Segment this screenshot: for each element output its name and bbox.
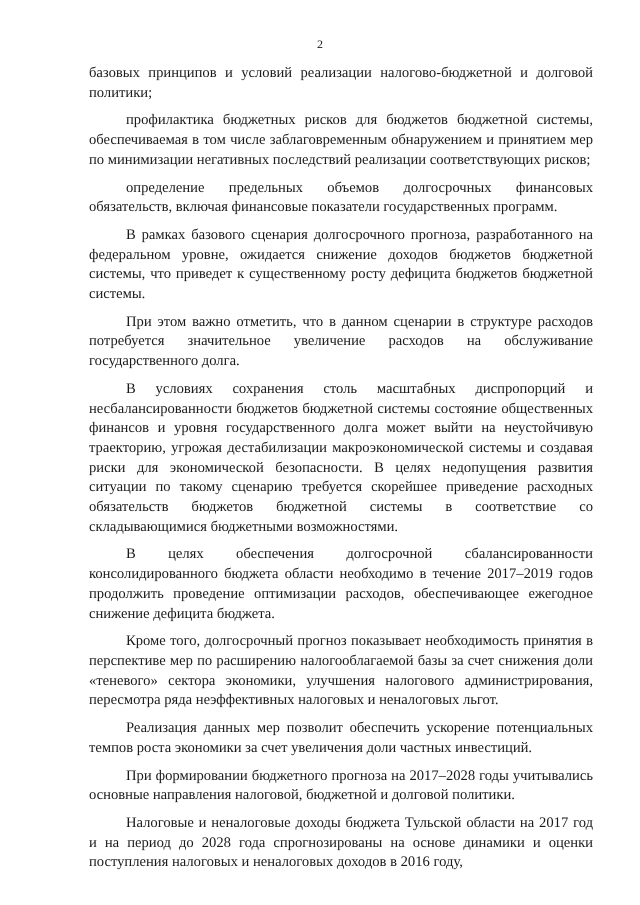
paragraph: При формировании бюджетного прогноза на 2017–2028 годы учитывались основные направления налоговой, бюджетной и долговой политики.: [89, 767, 593, 804]
page-number: 2: [317, 37, 323, 51]
paragraph: В рамках базового сценария долгосрочного прогноза, разработанного на федеральном уровне, ожидается снижение доходов бюджетов бюджетной системы, что приведет к существенному росту дефицита бюджетов бюджетной системы.: [89, 226, 593, 303]
paragraph: Реализация данных мер позволит обеспечить ускорение потенциальных темпов роста экономики за счет увеличения доли частных инвестиций.: [89, 720, 593, 756]
paragraph: определение предельных объемов долгосрочных финансовых обязательств, включая финансовые показатели государственных программ.: [89, 179, 593, 216]
paragraph: При этом важно отметить, что в данном сценарии в структуре расходов потребуется значительное увеличение расходов на обслуживание государственного долга.: [89, 313, 593, 370]
paragraph: профилактика бюджетных рисков для бюджетов бюджетной системы, обеспечиваемая в том числе заблаговременным обнаружением и принятием мер по минимизации негативных последствий реализации соответствующих рисков;: [89, 112, 593, 168]
paragraph-continuation: базовых принципов и условий реализации налогово-бюджетной и долговой политики;: [89, 65, 593, 101]
paragraph: Кроме того, долгосрочный прогноз показывает необходимость принятия в перспективе мер по расширению налогооблагаемой базы за счет снижения доли «теневого» сектора экономики, улучшения налогового администрирования, пересмотра ряда неэффективных налоговых и неналоговых льгот.: [89, 633, 593, 709]
document-body: [89, 64, 593, 873]
paragraph: В условиях сохранения столь масштабных диспропорций и несбалансированности бюджетов бюджетной системы состояние общественных финансов и уровня государственного долга может выйти на неустойчивую траекторию, угрожая дестабилизации макроэкономической системы и создавая риски для экономической безопасности. В целях недопущения развития ситуации по такому сценарию требуется скорейшее приведение расходных обязательств бюджетов бюджетной системы в соответствие со складывающимися бюджетными возможностями.: [89, 380, 593, 535]
paragraph: В целях обеспечения долгосрочной сбалансированности консолидированного бюджета области необходимо в течение 2017–2019 годов продолжить проведение оптимизации расходов, обеспечивающее ежегодное снижение дефицита бюджета.: [89, 546, 593, 622]
paragraph: Налоговые и неналоговые доходы бюджета Тульской области на 2017 год и на период до 2028 года спрогнозированы на основе динамики и оценки поступления налоговых и неналоговых доходов в 2016 году,: [89, 814, 593, 871]
